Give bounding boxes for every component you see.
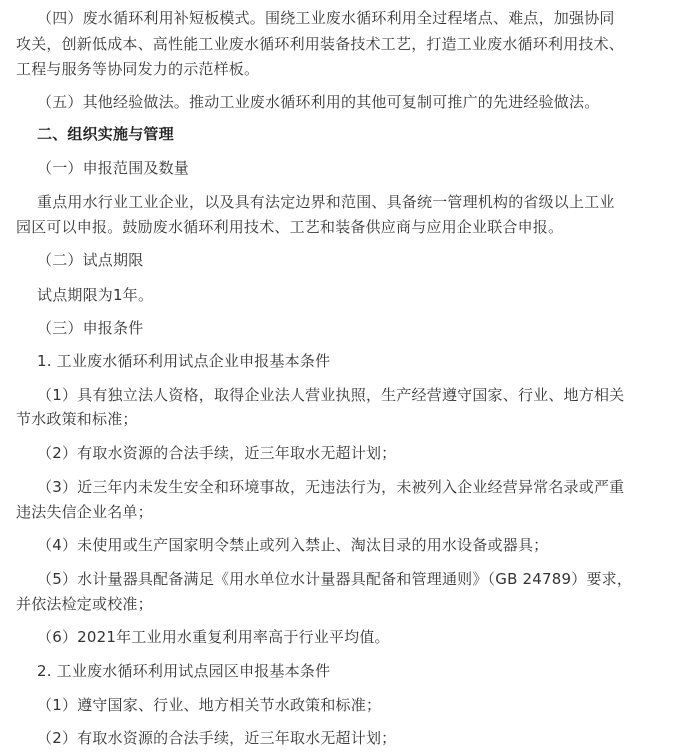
p1-line-3: 工程与服务等协同发力的示范样板。 bbox=[16, 60, 260, 78]
period-text: 试点期限为1年。 bbox=[37, 286, 154, 304]
enterprise-item-3-line-1: （3）近三年内未发生安全和环境事故，无违法行为，未被列入企业经营异常名录或严重 bbox=[37, 478, 625, 496]
enterprise-item-5-line-2: 并依法检定或校准； bbox=[16, 595, 153, 613]
enterprise-item-4: （4）未使用或生产国家明令禁止或列入禁止、淘汰目录的用水设备或器具； bbox=[37, 536, 549, 554]
park-conditions-heading: 2. 工业废水循环利用试点园区申报基本条件 bbox=[37, 662, 331, 680]
p2-line-1: （五）其他经验做法。推动工业废水循环利用的其他可复制可推广的先进经验做法。 bbox=[37, 93, 600, 111]
p3-line-2: 园区可以申报。鼓励废水循环利用技术、工艺和装备供应商与应用企业联合申报。 bbox=[16, 218, 564, 236]
enterprise-conditions-heading: 1. 工业废水循环利用试点企业申报基本条件 bbox=[37, 352, 331, 370]
p3-line-1: 重点用水行业工业企业，以及具有法定边界和范围、具备统一管理机构的省级以上工业 bbox=[37, 193, 615, 211]
park-item-1: （1）遵守国家、行业、地方相关节水政策和标准； bbox=[37, 696, 382, 714]
subsection-period: （二）试点期限 bbox=[37, 251, 144, 269]
park-item-2: （2）有取水资源的合法手续，近三年取水无超计划； bbox=[37, 729, 397, 747]
enterprise-item-1-line-1: （1）具有独立法人资格，取得企业法人营业执照，生产经营遵守国家、行业、地方相关 bbox=[37, 386, 625, 404]
p1-line-2: 攻关，创新低成本、高性能工业废水循环利用装备技术工艺，打造工业废水循环利用技术、 bbox=[16, 35, 625, 53]
enterprise-item-1-line-2: 节水政策和标准； bbox=[16, 410, 138, 428]
enterprise-item-5-line-1: （5）水计量器具配备满足《用水单位水计量器具配备和管理通则》（GB 24789）要求， bbox=[37, 570, 633, 588]
enterprise-item-3-line-2: 违法失信企业名单； bbox=[16, 503, 153, 521]
enterprise-item-6: （6）2021年工业用水重复利用率高于行业平均值。 bbox=[37, 628, 390, 646]
subsection-conditions: （三）申报条件 bbox=[37, 319, 144, 337]
section-heading: 二、组织实施与管理 bbox=[37, 125, 174, 143]
p1-line-1: （四）废水循环利用补短板模式。围绕工业废水循环利用全过程堵点、难点，加强协同 bbox=[37, 9, 615, 27]
enterprise-item-2: （2）有取水资源的合法手续，近三年取水无超计划； bbox=[37, 444, 397, 462]
subsection-scope: （一）申报范围及数量 bbox=[37, 159, 190, 177]
